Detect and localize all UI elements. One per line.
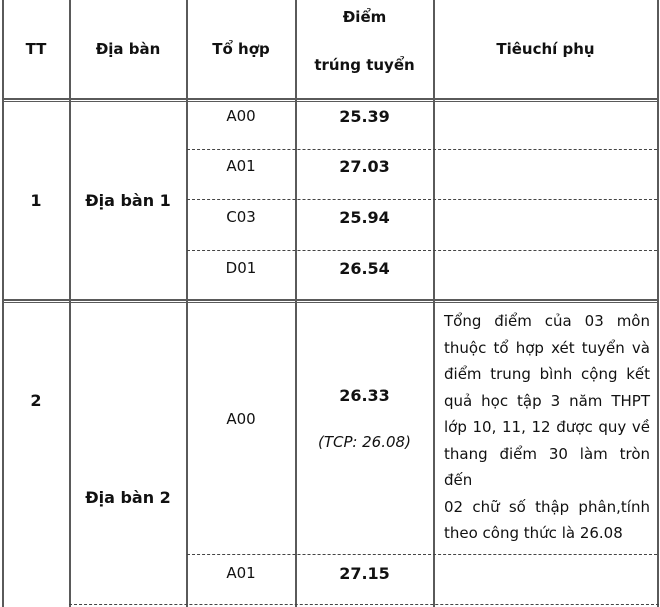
header-separator xyxy=(2,98,659,100)
row1-to-hop-a00: A00 xyxy=(226,107,256,125)
row2-tieu-chi-text xyxy=(444,308,650,547)
tieu-chi-line: điểm trung bình cộng kết xyxy=(444,365,650,383)
row1-to-hop-d01: D01 xyxy=(225,259,257,277)
row2-diem-a00: 26.33 xyxy=(339,385,390,405)
tieu-chi-line: theo công thức là 26.08 xyxy=(444,524,623,542)
table-bottom-edge xyxy=(69,604,659,605)
row1-tt: 1 xyxy=(30,191,42,210)
tieu-chi-line: thuộc tổ hợp xét tuyển và xyxy=(444,338,650,357)
row2-tt: 2 xyxy=(30,390,42,410)
row2-diem-a01: 27.15 xyxy=(339,563,390,583)
row2-tcp-note: (TCP: 26.08) xyxy=(318,433,411,451)
row1-diem-d01: 26.54 xyxy=(339,258,390,278)
tieu-chi-line: thang điểm 30 làm tròn đến xyxy=(444,444,650,489)
subrow-divider xyxy=(187,250,657,251)
tieu-chi-line: Tổng điểm của 03 môn xyxy=(444,312,650,330)
row2-dia-ban: Địa bàn 2 xyxy=(85,487,171,507)
tieu-chi-line: lớp 10, 11, 12 được quy về xyxy=(444,418,650,436)
header-dia-ban: Địa bàn xyxy=(95,40,161,58)
header-diem-line2: trúng tuyển xyxy=(314,56,415,74)
row-separator-2 xyxy=(2,302,659,303)
table-border-right xyxy=(657,0,659,607)
row1-diem-a01: 27.03 xyxy=(339,156,390,176)
header-tt: TT xyxy=(25,40,47,58)
row1-dia-ban: Địa bàn 1 xyxy=(85,191,171,210)
row2-to-hop-a00: A00 xyxy=(226,410,256,428)
header-diem-line1: Điểm xyxy=(342,8,387,26)
tieu-chi-line: 02 chữ số thập phân,tính xyxy=(444,497,650,516)
row1-to-hop-a01: A01 xyxy=(226,157,256,175)
tieu-chi-line: quả học tập 3 năm THPT xyxy=(444,391,650,410)
row1-diem-c03: 25.94 xyxy=(339,207,390,227)
subrow-divider xyxy=(187,149,657,150)
row2-to-hop-a01: A01 xyxy=(226,564,256,582)
row1-to-hop-c03: C03 xyxy=(226,208,256,226)
row-separator xyxy=(2,299,659,301)
header-tieu-chi: Tiêuchí phụ xyxy=(496,40,595,58)
subrow-divider xyxy=(187,199,657,200)
row1-diem-a00: 25.39 xyxy=(339,106,390,126)
col-divider-3 xyxy=(295,0,297,607)
subrow-divider xyxy=(187,554,657,555)
header-to-hop: Tổ hợp xyxy=(212,40,270,58)
